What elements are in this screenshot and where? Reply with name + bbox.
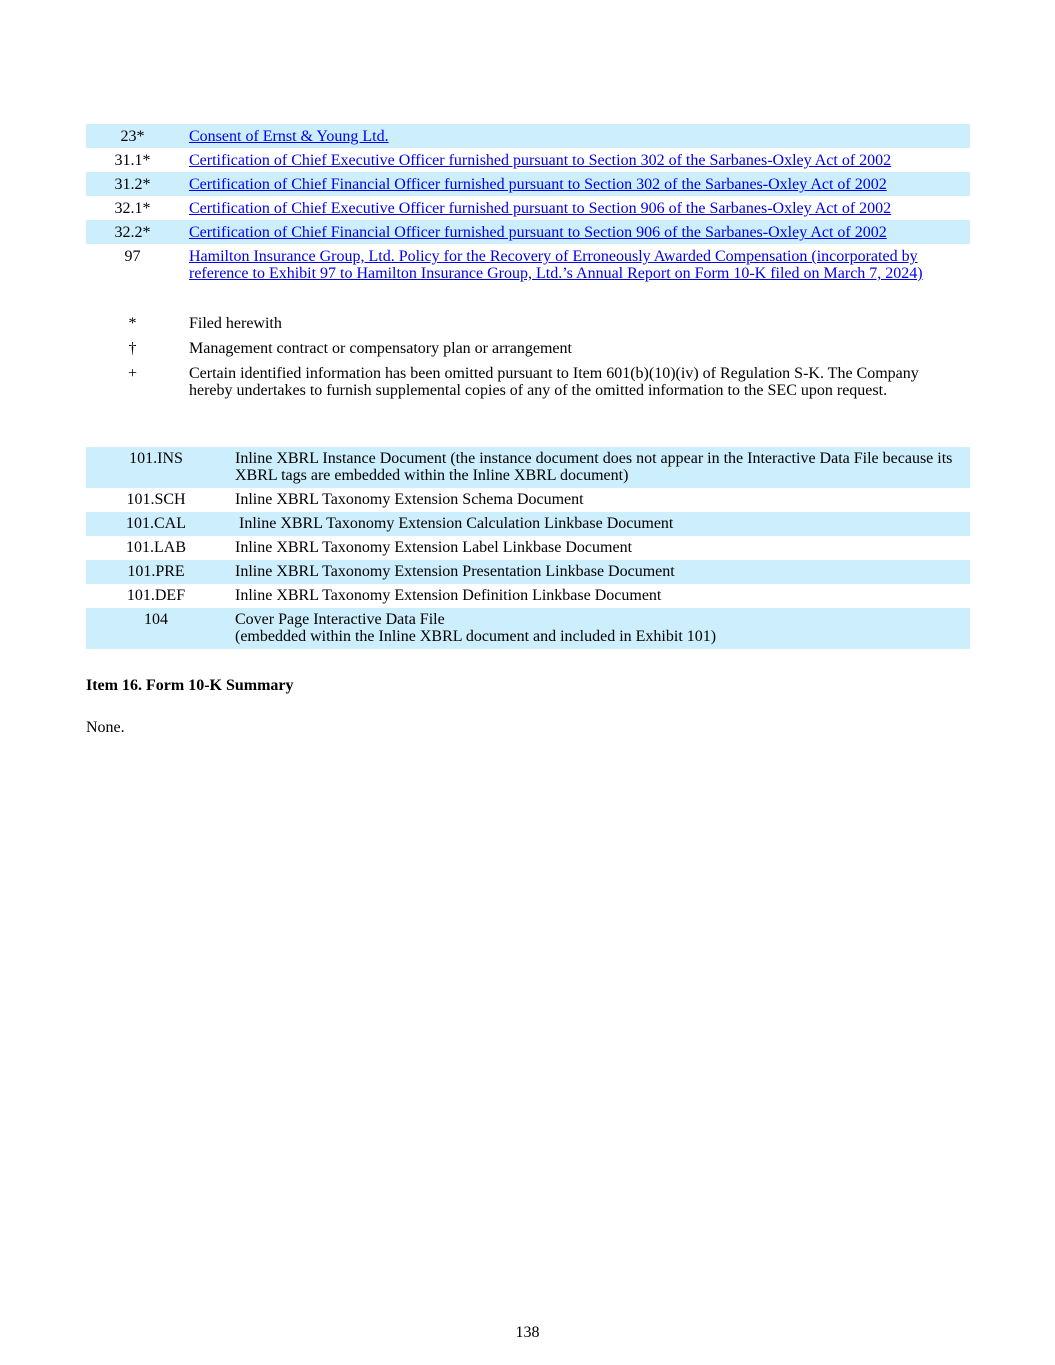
exhibit-number: 97	[124, 248, 141, 265]
section-body: None.	[86, 719, 125, 736]
exhibit-description-line-2: (embedded within the Inline XBRL document and included in Exhibit 101)	[235, 628, 717, 645]
footnote-legend	[86, 314, 970, 406]
exhibit-row-97	[86, 244, 970, 286]
exhibit-row-32-1	[86, 196, 970, 220]
exhibit-description: Inline XBRL Taxonomy Extension Definition Linkbase Document	[235, 587, 662, 604]
exhibit-number: 32.2*	[114, 224, 151, 241]
footnote-text: Certain identified information has been omitted pursuant to Item 601(b)(10)(iv) of Regulation S-K. The Company hereby undertakes to furnish supplemental copies of any of the omitted information to the SEC upon request.	[189, 365, 919, 399]
exhibit-number: 31.1*	[114, 152, 151, 169]
exhibit-number: 101.PRE	[127, 563, 185, 580]
xbrl-row-101-lab	[86, 536, 970, 560]
exhibit-number: 101.INS	[129, 450, 183, 467]
page-number: 138	[515, 1324, 540, 1341]
exhibit-number: 101.DEF	[126, 587, 186, 604]
exhibit-link-cfo-certification-906[interactable]: Certification of Chief Financial Officer furnished pursuant to Section 906 of the Sarbanes-Oxley Act of 2002	[189, 224, 887, 241]
exhibit-number: 23*	[120, 128, 145, 145]
xbrl-row-101-def	[86, 584, 970, 608]
footnote-text: Management contract or compensatory plan or arrangement	[189, 340, 572, 357]
exhibit-row-31-2	[86, 172, 970, 196]
xbrl-row-104	[86, 608, 970, 649]
exhibit-description	[226, 611, 970, 645]
exhibit-link-clawback-policy[interactable]: Hamilton Insurance Group, Ltd. Policy for the Recovery of Erroneously Awarded Compensation (incorporated by reference to Exhibit 97 to Hamilton Insurance Group, Ltd.’s Annual Report on Form 10-K filed on March 7, 2024)	[189, 248, 923, 282]
exhibit-link-ceo-certification-906[interactable]: Certification of Chief Executive Officer furnished pursuant to Section 906 of the Sarbanes-Oxley Act of 2002	[189, 200, 892, 217]
exhibit-description: Inline XBRL Instance Document (the instance document does not appear in the Interactive Data File because its XBRL tags are embedded within the Inline XBRL document)	[235, 450, 953, 484]
exhibit-description: Inline XBRL Taxonomy Extension Presentation Linkbase Document	[235, 563, 675, 580]
exhibit-number: 31.2*	[114, 176, 151, 193]
exhibit-link-consent-ernst-young[interactable]: Consent of Ernst & Young Ltd.	[189, 128, 389, 145]
footnote-text: Filed herewith	[189, 315, 282, 332]
xbrl-exhibit-table	[86, 447, 970, 649]
exhibit-description-line-1: Cover Page Interactive Data File	[235, 611, 445, 628]
xbrl-row-101-pre	[86, 560, 970, 584]
exhibit-description: Inline XBRL Taxonomy Extension Label Linkbase Document	[235, 539, 633, 556]
exhibit-link-cfo-certification-302[interactable]: Certification of Chief Financial Officer furnished pursuant to Section 302 of the Sarbanes-Oxley Act of 2002	[189, 176, 887, 193]
exhibit-number: 101.LAB	[126, 539, 186, 556]
exhibit-table	[86, 124, 970, 286]
exhibit-link-ceo-certification-302[interactable]: Certification of Chief Executive Officer furnished pursuant to Section 302 of the Sarbanes-Oxley Act of 2002	[189, 152, 892, 169]
footnote-item	[86, 314, 970, 339]
exhibit-number: 104	[144, 611, 168, 628]
footnote-symbol: †	[128, 340, 137, 357]
exhibit-description: Inline XBRL Taxonomy Extension Calculation Linkbase Document	[235, 515, 674, 532]
exhibit-row-31-1	[86, 148, 970, 172]
exhibit-number: 101.SCH	[126, 491, 186, 508]
exhibit-row-23	[86, 124, 970, 148]
xbrl-row-101-cal	[86, 512, 970, 536]
footnote-item	[86, 339, 970, 364]
exhibit-number: 101.CAL	[126, 515, 186, 532]
exhibit-number: 32.1*	[114, 200, 151, 217]
footnote-symbol: +	[127, 365, 138, 382]
exhibit-row-32-2	[86, 220, 970, 244]
footnote-symbol: *	[128, 315, 137, 332]
xbrl-row-101-ins	[86, 447, 970, 488]
section-heading: Item 16. Form 10-K Summary	[86, 677, 294, 694]
footnote-item	[86, 364, 970, 406]
xbrl-row-101-sch	[86, 488, 970, 512]
exhibit-description: Inline XBRL Taxonomy Extension Schema Document	[235, 491, 584, 508]
